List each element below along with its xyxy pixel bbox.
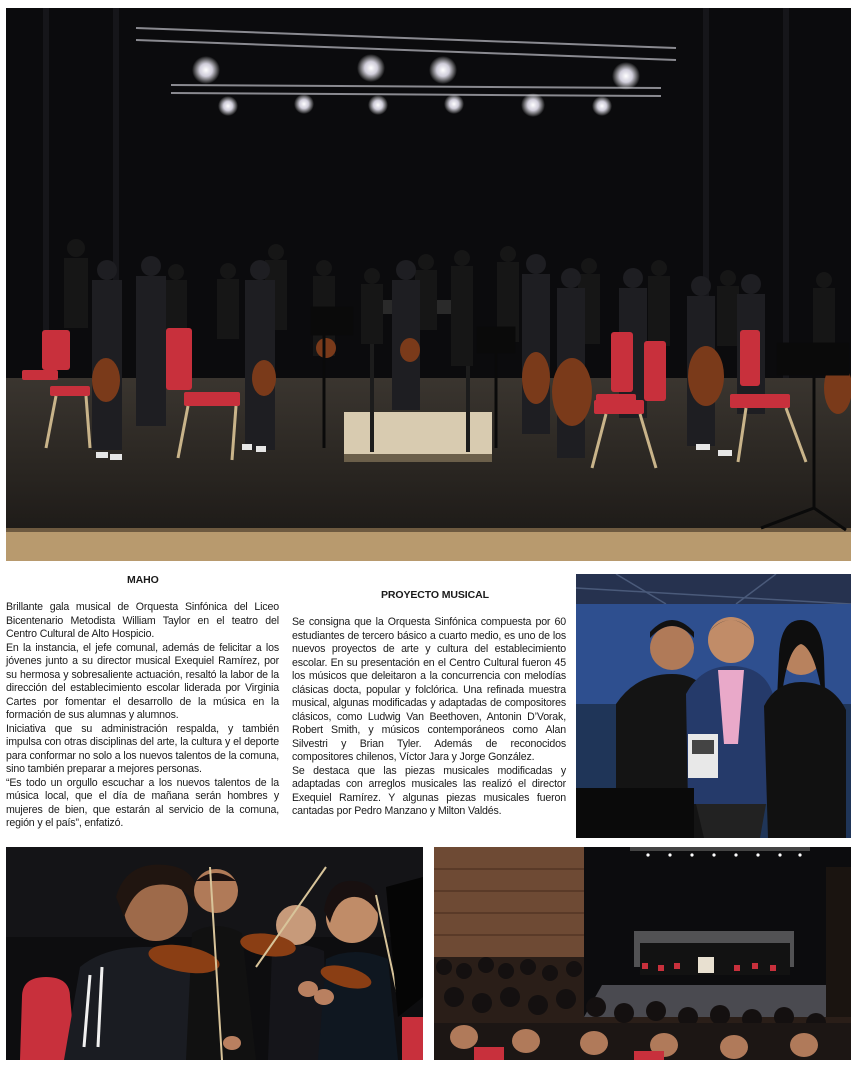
photo-stage-orchestra [6, 8, 851, 561]
violins-illustration [6, 847, 423, 1060]
article-left-column [6, 601, 279, 831]
stage-illustration [6, 8, 851, 561]
paragraph: “Es todo un orgullo escuchar a los nuevos talentos de la música local, que el día de mañana serán hombres y mujeres de bien, que estarán al servicio de la comuna, región y el país”, enfatizó. [6, 776, 279, 829]
audience-illustration [434, 847, 851, 1060]
director-illustration [576, 574, 851, 838]
paragraph: Se consigna que la Orquesta Sinfónica compuesta por 60 estudiantes de tercero básico a cuarto medio, es uno de los nuevos proyectos de arte y cultura del establecimiento escolar. En su presentación en el Centro Cultural fueron 45 los músicos que deleitaron a la concurrencia con melodías clásicas docta, popular y folclórica. Una refinada muestra musical, algunas modificadas y adaptadas de compositores clásicos, como Ludwig Van Beethoven, Antonin D’Vorak, Robert Smith, y músicos contemporáneos como Alan Silvestri y Brian Tyler. Además de reconocidos compositores chilenos, Víctor Jara y Jorge González. [292, 616, 566, 763]
heading-maho: MAHO [127, 574, 159, 586]
paragraph: Brillante gala musical de Orquesta Sinfónica del Liceo Bicentenario Metodista William Taylor en el teatro del Centro Cultural de Alto Hospicio. [6, 601, 279, 640]
photo-director-with-students [576, 574, 851, 838]
paragraph: Se destaca que las piezas musicales modificadas y adaptadas con arreglos musicales las realizó el director Exequiel Ramírez. Y algunas piezas musicales fueron cantadas por Pedro Manzano y Milton Valdés. [292, 764, 566, 817]
photo-violin-students [6, 847, 423, 1060]
article-middle-column [292, 616, 566, 819]
paragraph: En la instancia, el jefe comunal, además de felicitar a los jóvenes junto a su director musical Exequiel Ramírez, por su hermosa y sobresaliente actuación, resaltó la labor de la dirección del establecimiento escolar liderada por Virginia Cartes por fomentar el desarrollo de la música en la formación de sus alumnas y alumnos. [6, 641, 279, 721]
heading-proyecto-musical: PROYECTO MUSICAL [381, 589, 489, 601]
photo-audience-theatre [434, 847, 851, 1060]
paragraph: Iniciativa que su administración respalda, y también impulsa con otras disciplinas del arte, la cultura y el deporte para conformar no solo a los nuevos talentos de la comuna, sino también preparar a mejores personas. [6, 722, 279, 775]
